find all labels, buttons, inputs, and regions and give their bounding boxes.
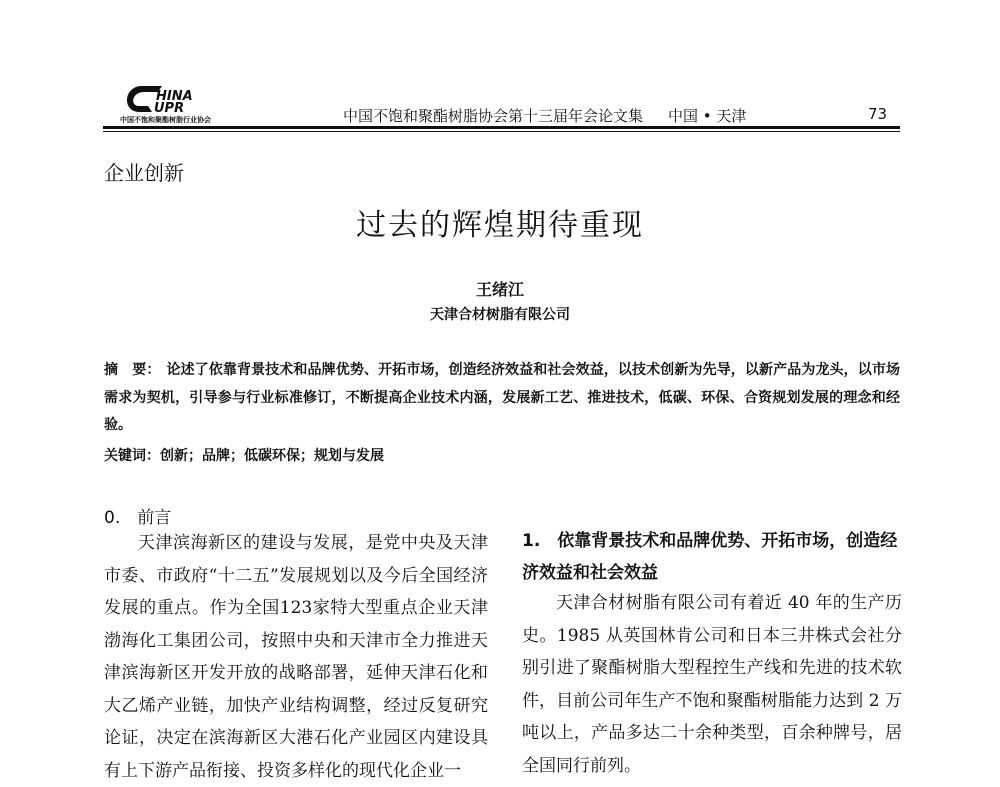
svg-text:中国不饱和聚酯树脂行业协会: 中国不饱和聚酯树脂行业协会 — [120, 116, 211, 124]
abstract — [104, 357, 900, 440]
keywords — [104, 445, 900, 465]
svg-text:HINA: HINA — [156, 89, 193, 104]
china-upr-logo — [118, 80, 278, 124]
keywords-text: 创新；品牌；低碳环保；规划与发展 — [160, 448, 384, 464]
author-name: 王绪江 — [475, 280, 524, 299]
section-heading-intro: 0. 前言 — [104, 508, 172, 528]
abstract-text: 论述了依靠背景技术和品牌优势、开拓市场，创造经济效益和社会效益，以技术创新为先导，以新产品为龙头，以市场需求为契机，引导参与行业标准修订，不断提高企业技术内涵，发展新工艺、推进技术，低碳、环保、合资规划发展的理念和经验。 — [104, 362, 900, 433]
running-location: 中国 • 天津 — [668, 107, 747, 125]
section-1-paragraph: 天津合材树脂有限公司有着近 40 年的生产历史。1985 从英国林肯公司和日本三井株式会社分别引进了聚酯树脂大型程控生产线和先进的技术软件，目前公司年生产不饱和聚酯树脂能力达到 2 万吨以上，产品多达二十余种类型，百余种牌号，居全国同行前列。 — [522, 593, 902, 776]
page-number: 73 — [868, 105, 888, 123]
header-rule-thin — [103, 131, 900, 132]
section-heading-1: 1. 依靠背景技术和品牌优势、开拓市场，创造经济效益和社会效益 — [522, 531, 898, 583]
keywords-label: 关键词： — [104, 448, 160, 464]
header-rule — [103, 126, 900, 129]
running-title: 中国不饱和聚酯树脂协会第十三届年会论文集 — [343, 107, 644, 125]
section-label: 企业创新 — [104, 161, 184, 185]
svg-text:UPR: UPR — [154, 101, 185, 116]
paper-title: 过去的辉煌期待重现 — [356, 208, 644, 243]
author-affiliation: 天津合材树脂有限公司 — [430, 307, 570, 323]
intro-paragraph: 天津滨海新区的建设与发展，是党中央及天津市委、市政府“十二五”发展规划以及今后全国经济发展的重点。作为全国123家特大型重点企业天津渤海化工集团公司，按照中央和天津市全力推进天津滨海新区开发开放的战略部署，延伸天津石化和大乙烯产业链，加快产业结构调整，经过反复研究论证，决定在滨海新区大港石化产业园区内建设具有上下游产品衔接、投资多样化的现代化企业一 — [104, 533, 488, 781]
abstract-label: 摘 要： — [104, 362, 161, 378]
